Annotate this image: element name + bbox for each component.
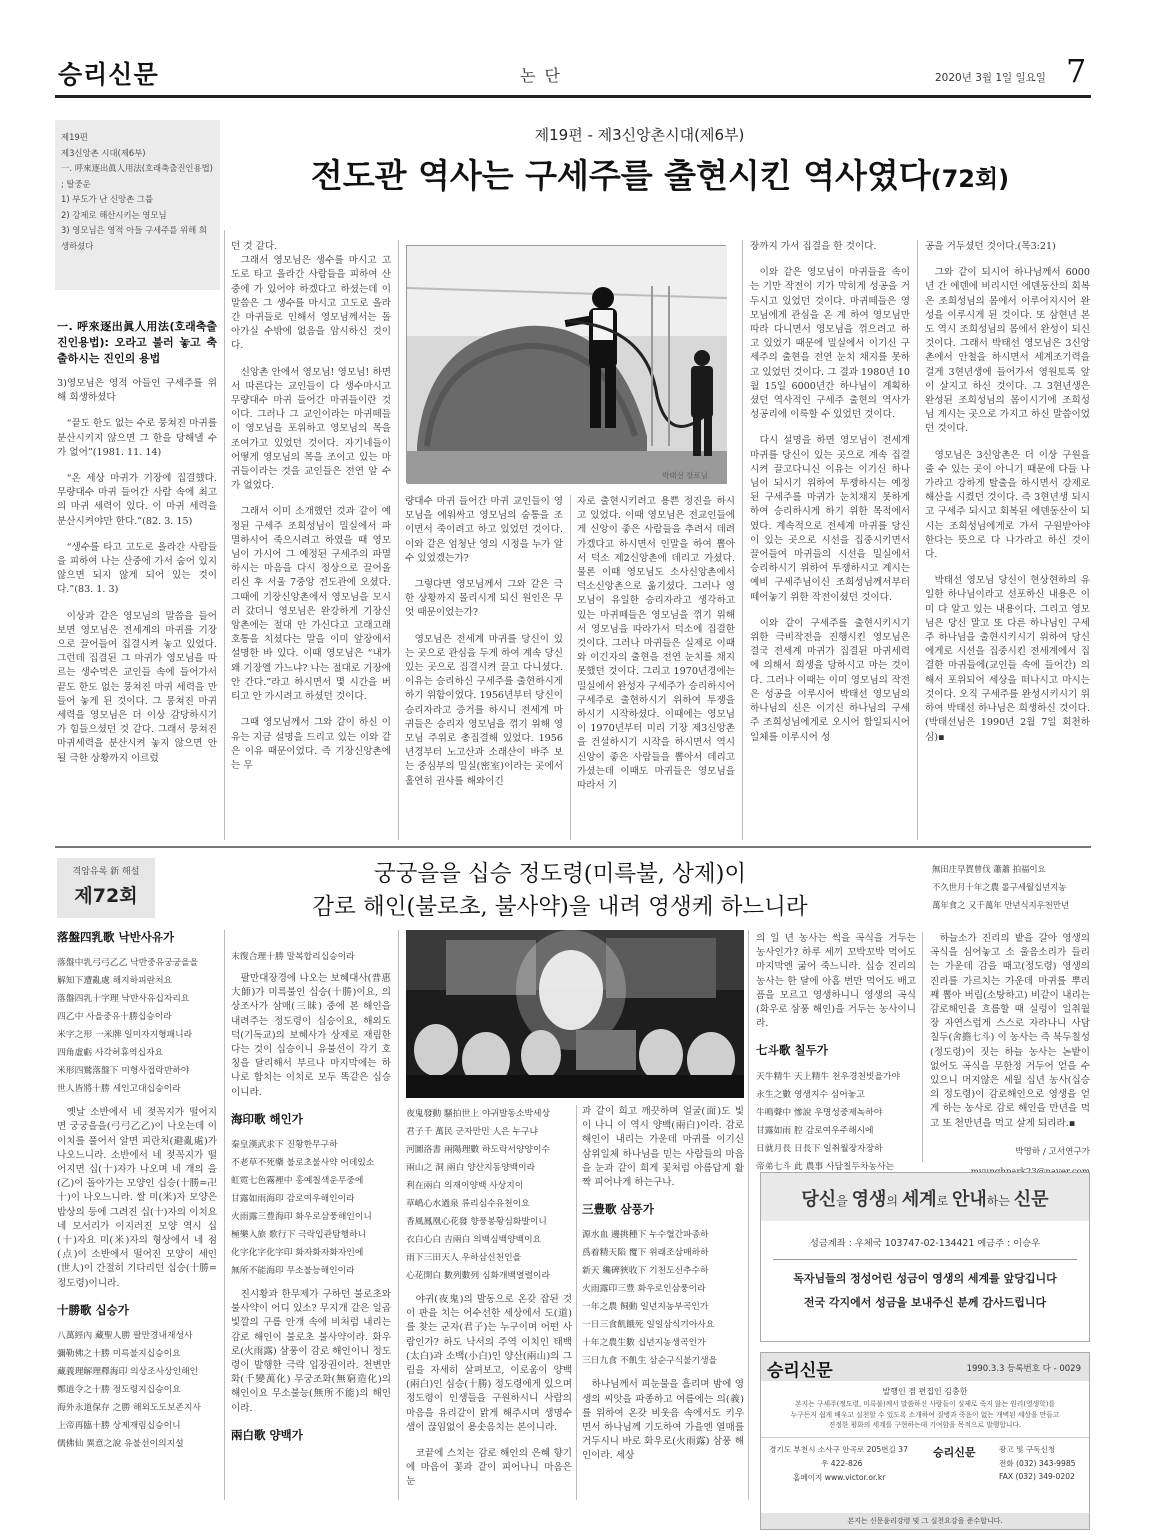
ad-divider: [773, 1259, 1077, 1260]
verse-line: 一年之農 飼動 일년지농부곡인가: [582, 1302, 709, 1313]
verse-line: 極樂入旅 歌行下 극락입관탐행하니: [231, 1230, 367, 1241]
paragraph: 영모님은 전세계 마귀를 당신이 있는 곳으로 관심을 두게 하여 계속 당신 있는 곳으로 집결시켜 끌고 다니셨다. 이유는 승리하신 구세주를 출현하시게 하기 위함이었다. 1956년부터 당신이 승리자라고 증거를 하시니 전세계 마귀들은 승리자 영모님을 꺾기 위해 영모님 주위로 총집결해 있었다. 1956년경부터 노고산과 소래산이 바주 보는 중심부의 밀실(密室)이라는 곳에서 홀연히 권사를 해와이긴: [405, 633, 563, 787]
article1-column-3: [405, 495, 563, 840]
verse: [231, 1136, 391, 1280]
masthead-logo: 승리신문: [58, 60, 159, 89]
paragraph: 의 일 년 농사는 썩을 곡식을 거두는 농사인가? 하루 세끼 꼬박꼬박 먹어도 마지막엔 굶어 죽느니라. 십승 진리의 농사는 한 달에 아홉 번만 먹어도 배고픔을 모르고 영생하니니 영생의 곡식(화우로 삼풍 해인)을 거두는 농사이니라.: [756, 933, 916, 1030]
publisher-header: [761, 1353, 1089, 1381]
verse-line: 落盤中乳弓弓乙乙 낙반중유궁궁을을: [57, 958, 199, 969]
paragraph: “끝도 한도 없는 수로 뭉쳐진 마귀를 분산시키지 않으면 그 한을 당해낼 수가 없어”(1981. 11. 14): [57, 418, 217, 458]
column-divider: [576, 1105, 577, 1500]
verse-line: 萬年食之 又千萬年 만년식지우천만년: [932, 900, 1070, 910]
subheading: 兩白歌 양백가: [231, 1427, 303, 1442]
verse-line: 世人皆將十勝 세인고대십승이라: [57, 1084, 181, 1095]
contact-area: [761, 1437, 1089, 1497]
publisher-name: 발행인 겸 편집인 김충한: [882, 1387, 968, 1396]
article-headline: [230, 150, 1090, 197]
headline-suffix: (72회): [930, 165, 1010, 193]
article1-column-6: [925, 240, 1090, 840]
series-line: 3) 영모님은 영적 아들 구세주를 위해 희생하셨다: [61, 225, 207, 251]
column-divider: [917, 240, 918, 840]
page-number: 7: [1066, 52, 1087, 90]
verse-line: 虹霓七色霧裡中 홍예칠색운무중에: [231, 1176, 364, 1187]
verse-line: 八萬經內 藏聖人勝 팔만경내재성사: [57, 1331, 193, 1342]
paragraph: 하나님께서 피눈물을 흘리며 밤에 영생의 씨앗을 파종하고 여름에는 의(義)를 위하여 온갖 비웃음 속에서도 키우면서 하나님께 기도하여 가을엔 열매를 거두시니 바로 화우로(火雨露) 삼풍 해인이라. 세상: [582, 1379, 744, 1462]
paragraph: “생수를 타고 고도로 올라간 사람들을 피하여 나는 산중에 가서 숨어 있지 않으면 되지 않게 되어 있는 것이다.”(83. 1. 3): [57, 541, 217, 596]
headline-text: 전도관 역사는 구세주를 출현시킨 역사였다: [310, 156, 931, 195]
verse-line: 十年之農生數 십년지농생곡인가: [582, 1338, 706, 1349]
ad-thanks-2: 전국 각지에서 성금을 보내주신 분께 감사드립니다: [803, 1296, 1047, 1309]
series-line: 1) 부도가 난 신앙촌 그룹: [61, 194, 154, 204]
paragraph: 공을 거두셨던 것이다.(목3:21): [925, 241, 1056, 252]
mission-statement: [761, 1399, 1089, 1431]
verse-line: 河圖洛書 兩陽理數 하도락서양양이수: [406, 1145, 550, 1155]
paragraph: 3)영모님은 영적 아들인 구세주를 위해 희생하셨다: [57, 378, 217, 404]
verse-line: 兩山之 洞 兩白 양산지동양백이라: [406, 1163, 536, 1173]
verse-line: 牛鳴聲中 慘說 우명성중제녹하야: [756, 1107, 883, 1118]
verse-line: 上帝再臨十勝 상제재림십승이니: [57, 1421, 181, 1432]
paragraph: 팔만대장경에 나오는 보혜대사(普惠大師)가 미륵불인 십승(十勝)이요, 의상조사가 삼매(三昧) 중에 본 해인을 내려주는 정도령이 십승이요, 해외도덕(기독교)의 보혜사가 상제로 재림한다는 것이 십승이니 유불선이 각기 호칭을 달리해서 부르나 마지막에는 하나로 합치는 이치로 모두 똑같은 십승이니라.: [231, 973, 391, 1098]
series-badge: [57, 858, 155, 918]
series-line: 제19편: [61, 132, 88, 142]
column-divider: [570, 495, 571, 840]
column-divider: [224, 230, 225, 840]
paragraph: 하늘소가 진리의 밭을 갈아 영생의 곡식을 심어놓고 소 울음소리가 들리는 가운데 감을 때고(정도령) 영생의 진리를 가르치는 가운데 마귀를 뿌리째 뽑아 버림(소탕하고) 비같이 내리는 감로해인을 흐름할 때 실렁이 일취월장 자연스럽게 스스로 자라나니 사담칠두(舍擔七斗) 이 농사는 즉 북두칠성(정도령)이 짓는 하늘 농사는 논밭이 없어도 곡식을 무한정 거두어 얻을 수 있으니 머지않은 세월 십년 농사(십승의 정도령)이 감로해인으로 영생을 얻게 하는 농사로 감로 해인을 만년을 먹고 또 천만년을 먹고 살게 되리라.▪: [930, 933, 1091, 1129]
verse-line: 四角虛虧 사각허휴역십자요: [57, 1048, 163, 1059]
paragraph: 과 같이 희고 깨끗하며 얼굴(面)도 빛이 나니 이 역시 양백(兩白)이라. 감로 해인이 내리는 가운데 마귀를 이기신 삼위일체 하나님을 믿는 사람들의 마음을 눈과 같이 희게 꽃처럼 아름답게 활짝 피어나게 하는구나.: [582, 1106, 744, 1189]
contact-title: 광고 및 구독신청: [999, 1444, 1056, 1454]
paragraph: 그와 같이 되시어 하나님께서 6000년 간 에덴에 비리시던 에덴동산의 회복은 조희성님의 몸에서 이루어지시어 완성을 이루시게 된 것이다. 또 삼현년 본도 역시 조희성님의 몸에서 완성이 되신 것이다. 그래서 박태선 영모님은 3신앙촌에서 안철을 하시면서 세계조기력을 걸게 3현년생에 들어가서 영원토록 앞이 살지고 하신 것이다. 그 3현년생은 완성된 조희성님의 몸이시기에 조희성님 계시는 곳으로 가지고 하신 말씀이었던 것이다.: [925, 267, 1090, 435]
column-divider: [398, 240, 399, 840]
registration: 1990.3.3 등록번호 다 - 0029: [966, 1364, 1081, 1374]
publisher-box: [760, 1352, 1090, 1530]
paragraph: 야귀(夜鬼)의 발동으로 온갖 잡된 것이 판을 치는 어수선한 세상에서 도(道)를 찾는 군자(君子)는 누구이며 어떤 사람인가? 하도 낙서의 주역 이치인 태백(太白)과 소백(小白)인 양산(兩山)의 그림을 자세히 살펴보고, 이로움이 양백(兩白)인 심승(十勝) 정도령에게 있으며 정도령이 인생들을 구원하시니 사람의 마음을 유리같이 맑게 해주시며 생명수 샘이 끊임없이 용솟음치는 본이니라.: [406, 1294, 572, 1433]
verse-line: 末復合理十勝 말복합리십승이라: [231, 952, 355, 962]
paragraph: 진시황과 한무제가 구하던 불로초와 불사약이 어디 있소? 무지개 같은 일곱 빛깔의 구름 안개 속에 비처럼 내리는 감로 해인이 불로초 불사약이라. 화우로(火雨露) 삼풍이 감로 해인이니 정도령이 발행한 극락 입장권이라. 천변만화(千變萬化) 무궁조화(無窮造化)의 해인이요 무소불능(無所不能)의 해인이라.: [231, 1289, 391, 1414]
verse-line: 鄭道令之十勝 정도령지십승이요: [57, 1385, 181, 1396]
paragraph: 량대수 마귀 들어간 마귀 교인들이 영모님을 에워싸고 영모님의 숨통을 조이면서 죽이려고 하고 있었던 것이다. 이와 같은 엄청난 영의 시정을 누가 알 수 있었겠는가?: [405, 496, 563, 564]
verse-line: 彌勒佛之十勝 미륵불지십승이요: [57, 1349, 181, 1360]
verse: [582, 1226, 744, 1370]
article2-column-2: [231, 948, 391, 1500]
verse-line: 藏義理解理釋海印 의상조사상인해인: [57, 1367, 199, 1378]
ethics-footer: 본지는 신문윤리강령 및 그 실천요강을 준수합니다.: [761, 1513, 1089, 1529]
verse-line: 四乙中 사을중유十勝십승이라: [57, 1012, 172, 1023]
verse-line: 無田庄早賀曾伐 蕭蕭 拍福이요: [932, 864, 1046, 874]
article1-column-2: [231, 240, 391, 840]
subheading: 海印歌 해인가: [231, 1111, 303, 1126]
verse: [231, 948, 391, 966]
verse-line: 心花開白 數列數列 심화개백열렬이라: [406, 1271, 550, 1281]
photo-caption: 박태선 장로님: [662, 471, 708, 480]
verse-line: 解知下遭亂處 해지하피란처요: [57, 976, 173, 987]
paragraph: 영모님은 3신앙촌은 더 이상 구원을 줄 수 있는 곳이 아니기 때문에 다들 나가라고 강하게 탈출을 하시면서 강제로 해산을 시켰던 것이다. 즉 3현년생 되시고 구세주 되시고 회복된 에덴동산이 되시는 조희성님에게로 가서 구원받아야 한다는 뜻으로 다 나가라고 하신 것이다.: [925, 449, 1090, 561]
article2-column-4: [582, 1105, 744, 1500]
subheading: 十勝歌 십승가: [57, 1302, 129, 1317]
photo-illustration: [407, 246, 727, 484]
ad-title-part: 로: [936, 1194, 953, 1208]
series-line: 제3신앙촌 시대(제6부): [61, 147, 146, 158]
column-divider: [922, 932, 923, 1162]
article2-title-line2: 감로 해인(불로초, 불사약)을 내려 영생케 하느니라: [312, 894, 808, 920]
paragraph: 그래서 영모님은 생수를 마시고 고도로 타고 올라간 사람들을 피하여 산중에 가 있어야 하겠다고 하셨는데 이 말씀은 그 생수를 마시고 고도로 올라간 마귀들로 인해서 영모님께서는 돌아가실 수밖에 없음을 암시하신 것이다.: [231, 255, 391, 352]
header-rule: [55, 95, 1091, 98]
paragraph: 이와 같이 구세주를 출현시키시기 위한 극비작전을 진행시킨 영모님은 결국 전세계 마귀가 집결된 마귀세력에 의해서 희생을 당하시고 마는 것이다. 그러나 이때는 이미 영모님의 작전은 성공을 이루시어 박태선 영모님의 하나님의 신은 이기신 하나님의 구세주 조희성님에게로 오시어 합일되시어 일체를 이루시어 성: [750, 617, 910, 743]
verse-line: 火雨露三豊海印 화우로삼풍해인이니: [231, 1212, 372, 1223]
verse-line: 草嶋心水過泉 류리심수유천이요: [406, 1199, 530, 1209]
column-divider: [398, 930, 399, 1500]
verse-line: 天牛精牛 天上精牛 천우경천빗을가야: [756, 1071, 900, 1082]
section-rule: [55, 846, 1091, 848]
verse-line: 夜鬼發動 騷拍世上 야귀발동소박세상: [406, 1109, 550, 1119]
verse-line: 香風鳳凰心花發 향풍봉황심화발이니: [406, 1217, 547, 1227]
verse-line: 米字之形 一米牌 일미자지형패니라: [57, 1030, 193, 1041]
ad-title-part: 하는: [986, 1194, 1014, 1208]
series-box: [55, 120, 220, 290]
fax-number: FAX (032) 349-0202: [999, 1471, 1075, 1481]
verse-line: 君子千 萬民 군자만민 人은 누구냐: [406, 1127, 538, 1137]
paragraph: 그때 영모님께서 그와 같이 하신 이유는 지금 설명을 드리고 있는 이와 같은 이유 때문이었다. 즉 기장신앙촌에는 무: [231, 717, 391, 771]
ad-title-part: 세계: [901, 1189, 937, 1210]
verse-line: 永生之數 영생지수 심어놓고: [756, 1089, 865, 1100]
zip-code: 우 422-826: [821, 1458, 863, 1468]
article2-column-3: [406, 1105, 572, 1500]
verse-line: 日就月長 日長下 일취월장자장하: [756, 1143, 883, 1154]
verse-line: 不老草不死藥 불로초불사약 어데있소: [231, 1158, 375, 1169]
article1-column-4: [577, 495, 735, 840]
article2-column-5: [756, 932, 916, 1172]
paragraph: 다시 설명을 하면 영모님이 전세계 마귀를 당신이 있는 곳으로 계속 집결시켜 끌고다니신 이유는 이기신 하나님이 되시기 위하여 투쟁하시는 예정된 구세주를 마귀가 눈치채지 못하게 하여 승리하시게 하기 위한 목적에서였다. 계속적으로 전세계 마귀를 당신이 있는 곳으로 시선을 집중시키면서 끌어들여 마귀들의 시선을 밀실에서 승리하시기 위하여 투쟁하시고 계시는 예비 구세주님이신 조희성님께서부터 떼어놓기 위한 작전이셨던 것이다.: [750, 435, 910, 603]
paragraph: 코끝에 스치는 감로 해인의 은혜 향기에 마음이 꽃과 같이 피어나니 마음은 눈: [406, 1448, 572, 1488]
verse-line: 不久世月十年之農 롤구세월십년지농: [932, 882, 1067, 892]
subheading: 落盤四乳歌 낙반사유가: [57, 930, 175, 944]
article2-column-6: [930, 932, 1090, 1160]
intro-verse: [932, 860, 1092, 914]
verse-line: 米形四鷲落盤下 미형사접락반하야: [57, 1066, 190, 1077]
article1-column-5: [750, 240, 910, 840]
ad-title-part: 안내: [952, 1189, 987, 1210]
verse-line: 帝弟七斗 此 農事 사담칠두차농사는: [756, 1161, 894, 1172]
ad-title-part: 신문: [1013, 1189, 1049, 1210]
verse-line: 海外永道保存 之勝 해외도도보존지사: [57, 1403, 201, 1414]
section-title: 논 단: [520, 66, 562, 85]
verse-line: 無所不能海印 무소불능해인이라: [231, 1266, 355, 1277]
verse-line: 源水血 邊挑種下 누수혈간파종하: [582, 1230, 709, 1241]
verse-line: 雨下三田天人 우하삼신천인을: [406, 1253, 522, 1263]
paragraph: 이상과 같은 영모님의 말씀을 들어보면 영모님은 전세계의 마귀를 기장으로 끌어들여 집결시켜 놓고 있었다. 그런데 집결된 그 마귀가 영모님을 따르는 생수먹은 교인들 속에 들어가서 끝도 한도 없는 뭉쳐진 마귀 세력을 만들어 놓게 된 것이다. 그 뭉쳐진 마귀세력을 영모님은 더 이상 감당하시기가 힘들으셨던 것 같다. 그래서 뭉쳐진 마귀세력을 분산시켜 놓지 않으면 안될 극한 상황까지 이르렀: [57, 610, 217, 764]
ad-title-part: 을: [836, 1194, 852, 1208]
ad-title: [761, 1173, 1089, 1221]
small-logo: 승리신문: [933, 1445, 976, 1459]
verse-line: 新天 纔碑狹收下 기천도신추수하: [582, 1266, 709, 1277]
ad-title-part: 의: [886, 1194, 902, 1208]
mission-line: 누구든지 쉽게 배우고 실천할 수 있도록 소개하여 질병과 죽음이 없는 개벽된 세상을 만들고: [790, 1410, 1060, 1419]
article2-column-1: [57, 930, 217, 1490]
article-kicker: 제19편 - 제3신앙촌시대(제6부): [534, 126, 745, 144]
paragraph: 던 것 같다.: [231, 241, 278, 252]
verse-line: 火雨露印三豊 화우로인삼풍이라: [582, 1284, 706, 1295]
verse-line: 甘露如雨海印 감로여우해인이라: [231, 1194, 355, 1205]
ad-title-part: 영생: [851, 1189, 887, 1210]
verse: [57, 954, 217, 1098]
series-line: 一. 呼來逐出眞人用法(호래축출진인용법): [61, 163, 213, 173]
ad-thanks-1: 독자님들의 정성어린 성금이 영생의 세계를 앞당깁니다: [793, 1272, 1057, 1285]
photo-ceremony: [406, 930, 744, 1098]
mission-line: 진정한 평화의 세계를 구현하는데 기여함을 목적으로 발행합니다.: [828, 1421, 1022, 1429]
badge-main: 제72회: [74, 885, 138, 907]
verse-line: 甘露如雨 腔 감로여우주해시에: [756, 1125, 874, 1136]
verse-line: 爲着精天陷 覆下 위래조삼매하하: [582, 1248, 709, 1259]
subheading: 三豊歌 삼풍가: [582, 1202, 654, 1217]
badge-top: 격암유록 新 해설: [72, 867, 140, 877]
article1-column-1: [57, 315, 217, 840]
ad-title-part: 당신: [801, 1189, 837, 1210]
photo-park-tae-seon: [406, 245, 726, 483]
homepage-link[interactable]: 홈페이지 www.victor.or.kr: [793, 1472, 886, 1482]
column-divider: [224, 930, 225, 1500]
ad-account: 성금계좌 : 우체국 103747-02-134421 예금주 : 이승우: [809, 1238, 1041, 1249]
paragraph: 자로 출현시키려고 용쁜 정진을 하시고 있었다. 이때 영모님은 전교인들에게 신앙이 좋은 사람들을 추려서 데려가겠다고 하시면서 인말을 하여 뽑아서 덕소 제2신앙촌에 데리고 가셨다. 물론 이때 영모님도 소사신앙촌에서 덕소신앙촌으로 옮기셨다. 그러나 영모님이 유일한 승리자라고 생각하고 있는 마귀떼들은 영모님을 꺾기 위해서 영모님을 따라가서 덕소에 집결한 것이다. 그러나 마귀들은 실제로 이때와 이긴자의 출현을 전연 눈치를 채지 못했던 것이다. 그리고 1970년경에는 밀실에서 완성자 구세주가 승리하시어 구세주로 출현하시기 위하여 투쟁을 하시기 시작하셨다. 이때에는 영모님이 1970년부터 미리 기장 제3신앙촌을 건설하시기 시작을 하시면서 역시 신앙이 좋은 사람들을 뽑아서 데리고 가셨는데 이때도 마귀들은 영모님을 따라서 기: [577, 496, 735, 792]
paragraph: 이와 같은 영모님이 마귀들을 속이는 기만 작전이 기가 막히게 성공을 거두시고 있었던 것이다. 마귀떼들은 영모님에게 관심을 온 계 하여 영모님만 따라 다니면서 영모님을 꺾으려고 하고 있었기 때문에 밀실에서 이기신 구세주의 출현을 전연 눈치 채지를 못하고 있었던 것이다. 그 결과 1980년 10월 15일 6000년간 하나님이 계획하셨던 역사적인 구세주 출현의 역사가 성공리에 이룩할 수 있었던 것이다.: [750, 267, 910, 421]
verse-line: 秦皇漢武求下 진황한무구하: [231, 1140, 338, 1151]
paragraph: 박태선 영모님 당신이 현상현하의 유일한 하나님이라고 선포하신 내용은 이미 다 알고 있는 내용이다. 그리고 영모님은 당신 말고 또 다른 하나님인 구세주 하나님을 출현시키시기 위하여 당신에게로 시선을 집중시킨 전세계에서 집결한 마귀들에(교인들 속에 들어간) 의해서 포위되어 세상을 떠나시고 마시는 것이다. 오직 구세주를 완성시키시기 위하여 박태선 하나님은 희생하신 것이다.(박태선님은 1990년 2월 7일 회천하심)▪: [925, 575, 1090, 743]
verse-line: 利在兩白 의재이양백 사상지이: [406, 1181, 524, 1191]
subheading: 七斗歌 칠두가: [756, 1043, 828, 1058]
article2-title-line1: 궁궁을을 십승 정도령(미륵불, 상제)이: [373, 861, 747, 887]
publisher-logo: 승리신문: [767, 1361, 833, 1381]
paragraph: 옛날 소반에서 네 젖꼭지가 떨어지면 궁궁을을(弓弓乙乙)이 나오는데 이 이치를 풀어서 알면 피란처(避亂處)가 나오느니라. 소반에서 네 젖꼭지가 떨어지면 십(十)자가 나오며 네 개의 을(乙)이 돌아가는 모양인 십승(十勝=卍十)이 나오느니라. 쌀 미(米)자 모양은 밥상의 등에 그려진 십(十)자의 이치요 네 모서리가 이지러진 모양 역시 십(十)자요 미(米)자의 형상에서 네 점(点)이 소반에서 떨어진 모양이 세인(世人)이 간절히 기다리던 십승(十勝=정도령)이니라.: [57, 1107, 217, 1289]
column-divider: [748, 930, 749, 1500]
paragraph: 장까지 가서 집결을 한 것이다.: [750, 241, 877, 252]
paragraph: 그래서 이미 소개했던 것과 같이 예정된 구세주 조희성님이 밀실에서 파멸하시어 죽으시려고 하였을 때 영모님이 가시어 그 예정된 구세주의 파멸하시는 마음을 다시 정상으로 끌어올리신 후 서울 7중앙 전도관에 오셨다. 그때에 기장신앙촌에서 영모님을 모시러 갔더니 영모님은 완강하게 기장신앙촌에는 절대 안 가신다고 고래고래 호통을 치셨다는 말을 이미 앞장에서 설명한 바 있다. 이때 영모님은 “내가 왜 기장엘 가느냐? 나는 절대로 기장에 안 간다.”라고 하시면서 몇 시간을 버티고 안 가시려고 하셨던 것이다.: [231, 506, 391, 703]
phone-number: 전화 (032) 343-9985: [999, 1458, 1076, 1468]
paragraph: “온 세상 마귀가 기장에 집결했다. 무량대수 마귀 들어간 사람 속에 최고의 마귀 세력이 있다. 이 마귀 세력을 분산시켜야만 한다.”(82. 3. 15): [57, 473, 217, 527]
verse-line: 一日三食飢餓死 일일삼식기아사요: [582, 1320, 715, 1331]
column-divider: [742, 240, 743, 840]
verse-line: 三日九食 不飢生 삼순구식불기생을: [582, 1356, 718, 1367]
verse-line: 化字化字化字印 화자화자화자인에: [231, 1248, 364, 1259]
series-line: 2) 강제로 해산시키는 영모님: [61, 209, 167, 220]
address: 경기도 부천시 소사구 안곡로 205번길 37: [769, 1444, 908, 1454]
verse-line: 儒佛仙 異意之說 유불선이의지설: [57, 1439, 184, 1450]
verse-line: 衣白心白 吉兩白 의백심백양백이요: [406, 1235, 542, 1245]
verse: [57, 1327, 217, 1453]
verse: [406, 1105, 572, 1285]
series-line: ; 탈중운: [61, 178, 91, 189]
byline: 박명하 / 고서연구가: [1015, 1146, 1090, 1157]
mission-line: 본지는 구세주(정도령, 미륵불)께서 말씀하신 사람들이 실제로 죽지 않는 원리(영생학)를: [795, 1400, 1055, 1408]
verse-line: 落盤四乳十字理 낙반사유십자리요: [57, 994, 190, 1005]
paragraph: 신앙촌 안에서 영모님! 영모님! 하면서 따른다는 교인들이 다 생수마시고 무량대수 마귀 들어간 마귀들이란 것이다. 그러나 그 교인이라는 마귀떼들이 영모님을 포위하고 영모님의 목을 조여가고 있었던 것이다. 자기네들이 어떻게 영모님의 목을 조이고 있는 마귀들이라는 것을 교인들은 전연 알 수가 없었다.: [231, 366, 391, 492]
verse: [756, 1068, 916, 1176]
section-heading: 一. 呼來逐出眞人用法(호래축출진인용법): 오라고 불러 놓고 축출하시는 진인의 용법: [57, 320, 217, 365]
ad-box: [760, 1172, 1090, 1342]
photo-illustration: [406, 930, 744, 1098]
paragraph: 그렇다면 영모님께서 그와 같은 극한 상황까지 몰리시게 되신 원인은 무엇 때문이었는가?: [405, 579, 563, 619]
issue-date: 2020년 3월 1일 일요일: [935, 72, 1046, 84]
